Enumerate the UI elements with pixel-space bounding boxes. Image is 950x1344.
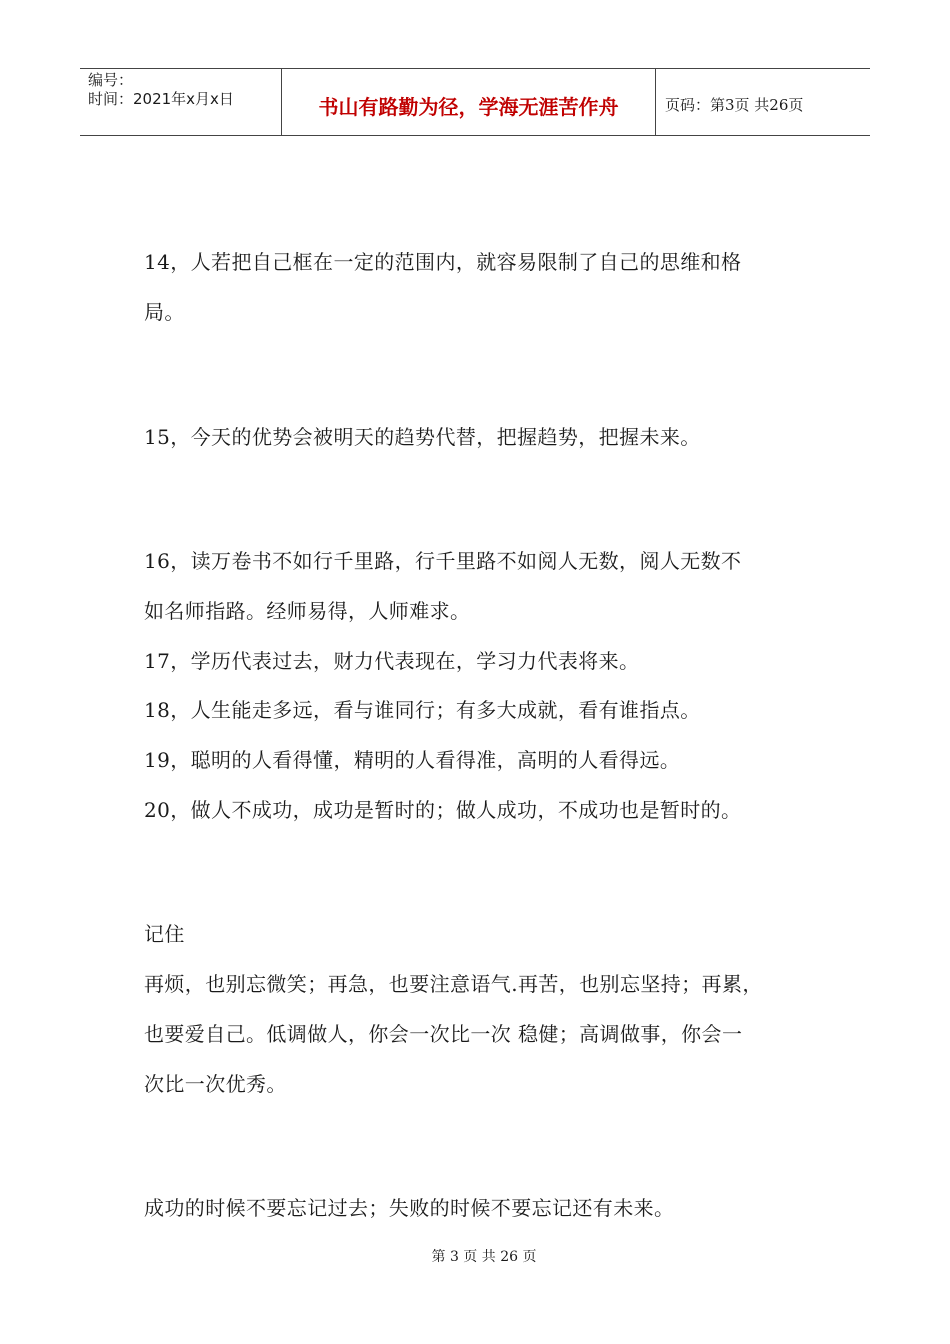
document-time-label: 时间：2021年x月x日 <box>88 90 234 108</box>
header-page-info: 页码：第3页 共26页 <box>665 95 804 114</box>
document-number-label: 编号： <box>88 71 134 89</box>
text-line: 16，读万卷书不如行千里路，行千里路不如阅人无数，阅人无数不 <box>144 549 742 573</box>
text-line: 也要爱自己。低调做人，你会一次比一次 稳健；高调做事，你会一 <box>144 1022 743 1046</box>
text-line: 17，学历代表过去，财力代表现在，学习力代表将来。 <box>144 649 640 673</box>
text-line: 18，人生能走多远，看与谁同行；有多大成就，看有谁指点。 <box>144 698 701 722</box>
page-header <box>80 68 870 136</box>
text-line: 19，聪明的人看得懂，精明的人看得准，高明的人看得远。 <box>144 748 681 772</box>
text-line: 成功的时候不要忘记过去；失败的时候不要忘记还有未来。 <box>144 1196 675 1220</box>
section-heading: 记住 <box>144 922 185 946</box>
header-motto: 书山有路勤为径，学海无涯苦作舟 <box>282 69 656 135</box>
page-footer: 第 3 页 共 26 页 <box>431 1249 537 1265</box>
text-line: 再烦，也别忘微笑；再急，也要注意语气.再苦，也别忘坚持；再累， <box>144 972 763 996</box>
text-line: 15，今天的优势会被明天的趋势代替，把握趋势，把握未来。 <box>144 425 701 449</box>
text-line: 如名师指路。经师易得，人师难求。 <box>144 599 471 623</box>
header-meta-cell <box>80 69 282 135</box>
text-line: 20，做人不成功，成功是暂时的；做人成功，不成功也是暂时的。 <box>144 798 742 822</box>
text-line: 次比一次优秀。 <box>144 1072 287 1096</box>
text-line: 局。 <box>144 300 185 324</box>
text-line: 14，人若把自己框在一定的范围内，就容易限制了自己的思维和格 <box>144 250 742 274</box>
